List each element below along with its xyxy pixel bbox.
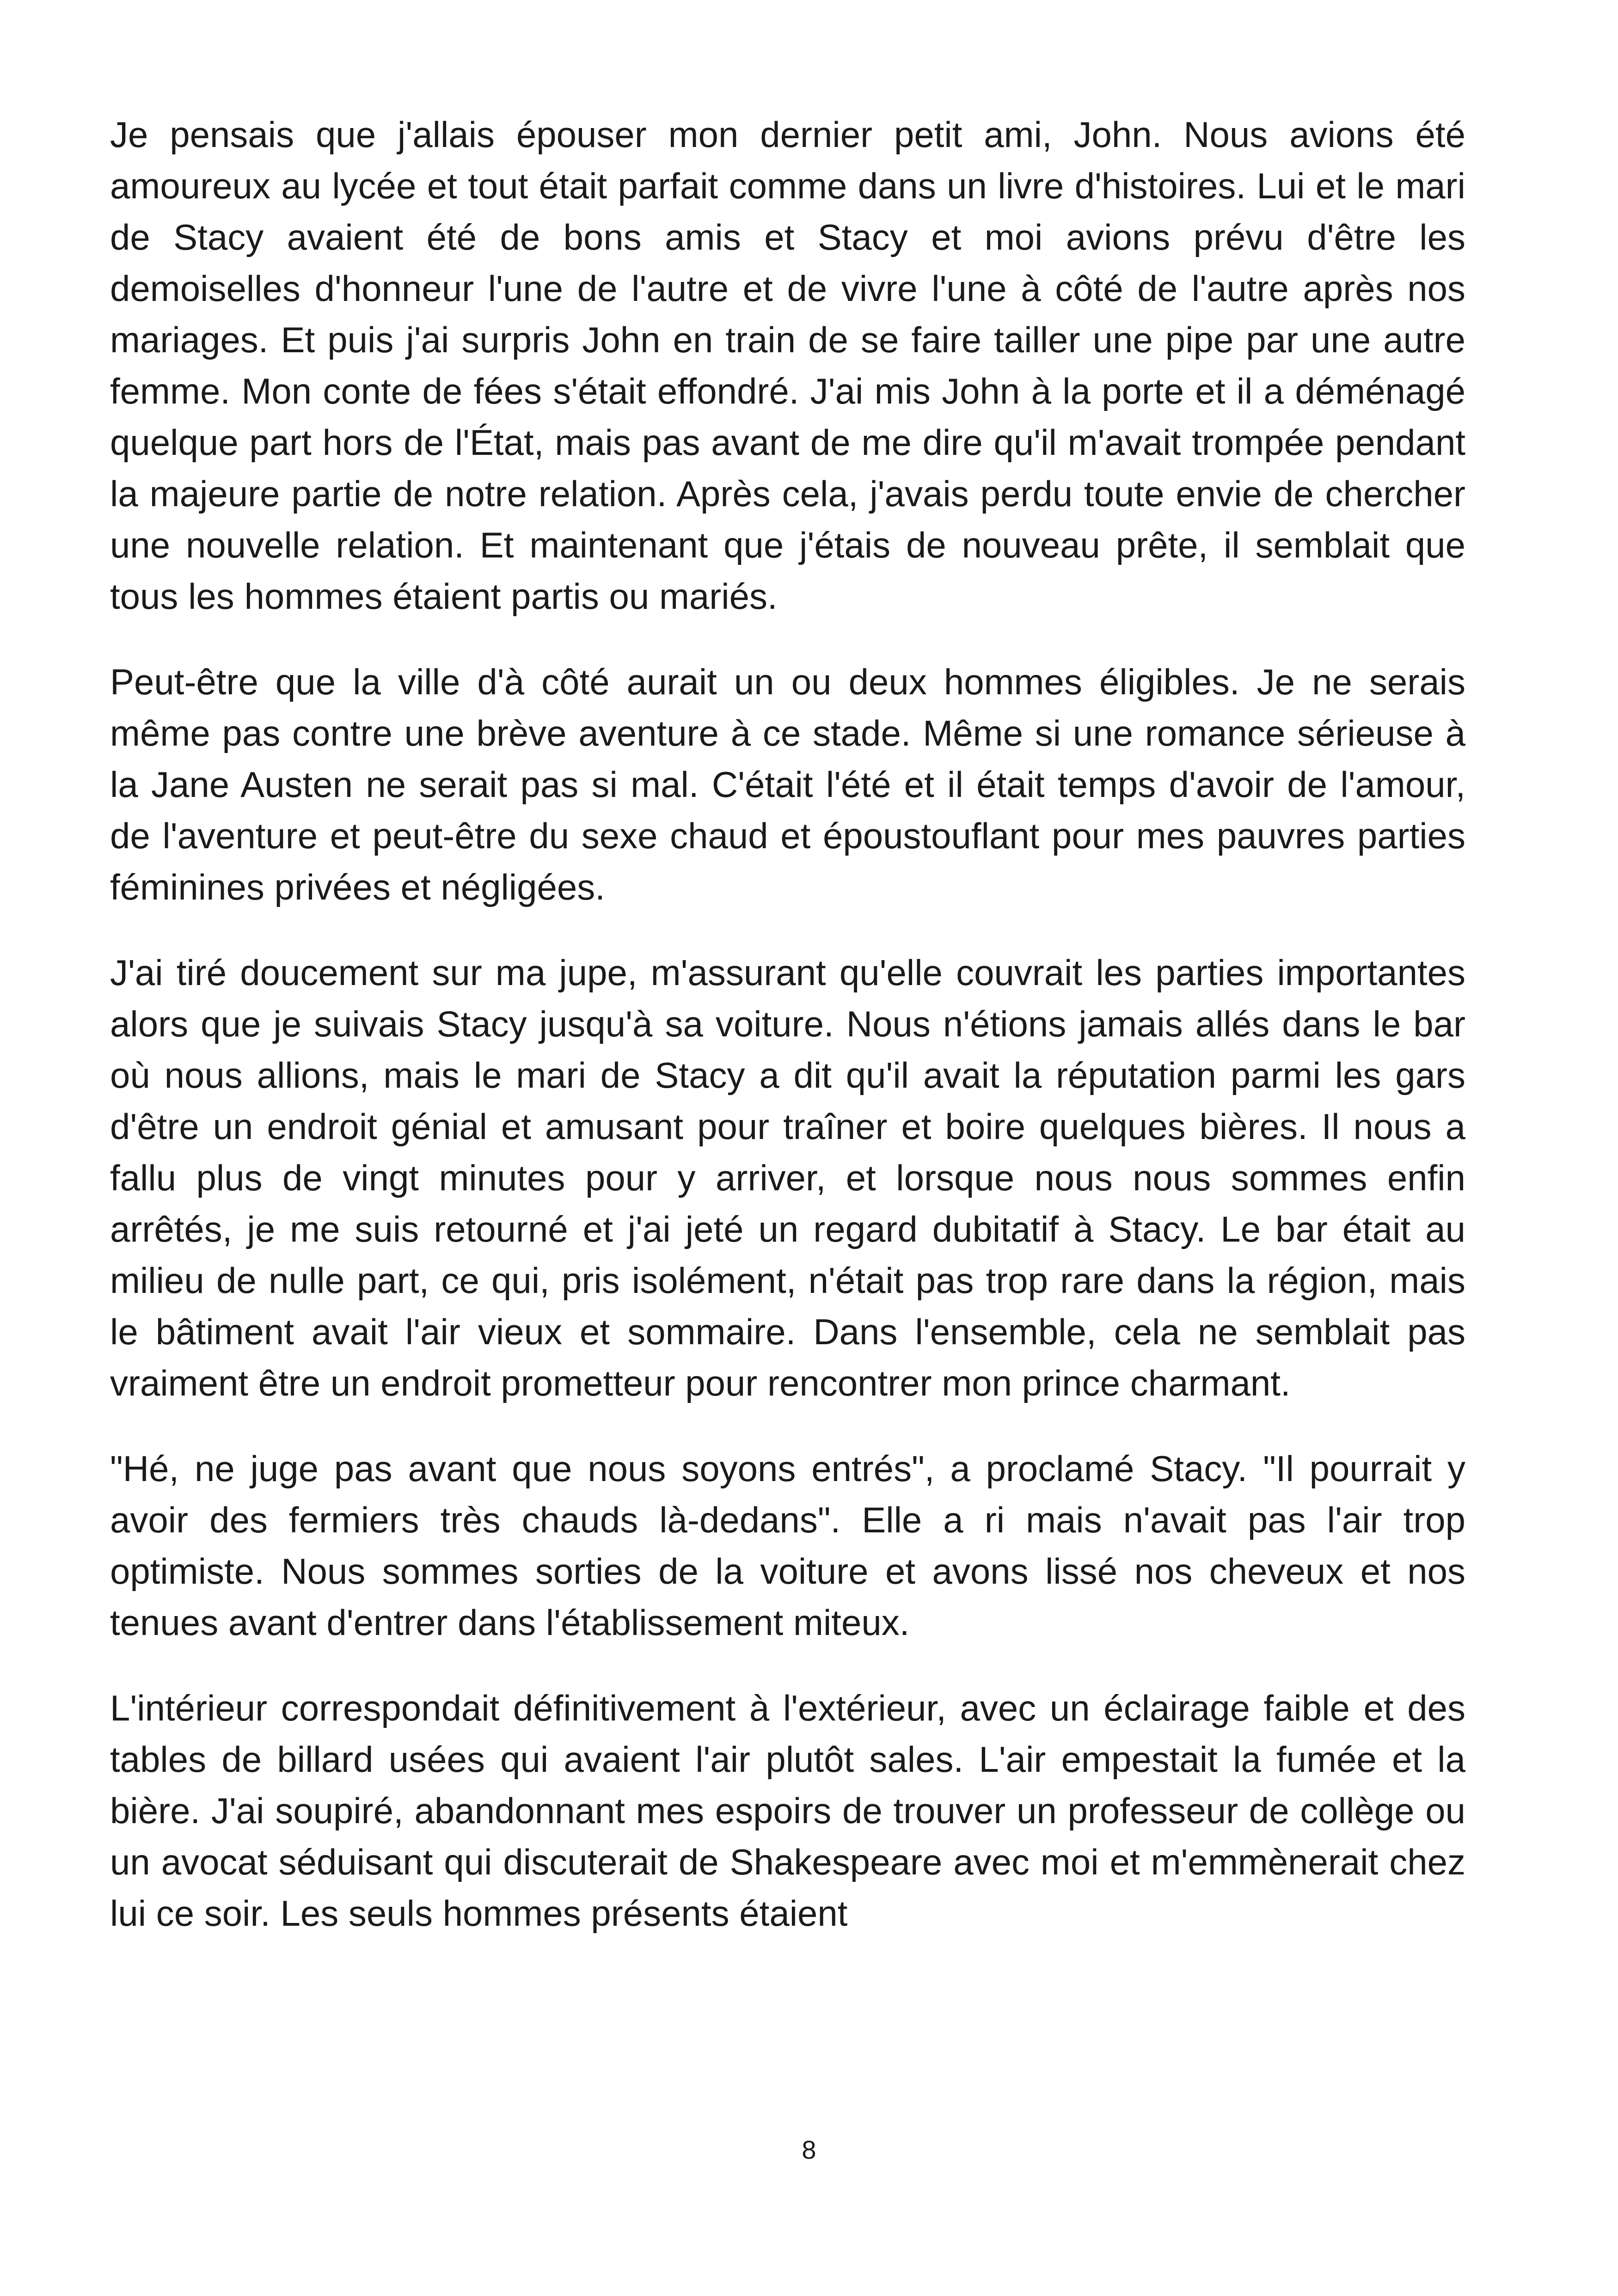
paragraph-2: Peut-être que la ville d'à côté aurait un ou deux hommes éligibles. Je ne serais même pas contre une brève aventure à ce stade. Même si une romance sérieuse à la Jane Austen ne serait pas si mal. C'était l'été et il était temps d'avoir de l'amour, de l'aventure et peut-être du sexe chaud et époustouflant pour mes pauvres parties féminines privées et négligées.	[110, 661, 1465, 907]
page-number: 8	[802, 2135, 816, 2164]
paragraph-4: "Hé, ne juge pas avant que nous soyons entrés", a proclamé Stacy. "Il pourrait y avoir des fermiers très chauds là-dedans". Elle a ri mais n'avait pas l'air trop optimiste. Nous sommes sorties de la voiture et avons lissé nos cheveux et nos tenues avant d'entrer dans l'établissement miteux.	[110, 1448, 1465, 1643]
paragraph-3: J'ai tiré doucement sur ma jupe, m'assurant qu'elle couvrait les parties importantes alors que je suivais Stacy jusqu'à sa voiture. Nous n'étions jamais allés dans le bar où nous allions, mais le mari de Stacy a dit qu'il avait la réputation parmi les gars d'être un endroit génial et amusant pour traîner et boire quelques bières. Il nous a fallu plus de vingt minutes pour y arriver, et lorsque nous nous sommes enfin arrêtés, je me suis retourné et j'ai jeté un regard dubitatif à Stacy. Le bar était au milieu de nulle part, ce qui, pris isolément, n'était pas trop rare dans la région, mais le bâtiment avait l'air vieux et sommaire. Dans l'ensemble, cela ne semblait pas vraiment être un endroit prometteur pour rencontrer mon prince charmant.	[110, 952, 1465, 1403]
body-text	[110, 109, 1465, 1973]
paragraph-1: Je pensais que j'allais épouser mon dernier petit ami, John. Nous avions été amoureux au lycée et tout était parfait comme dans un livre d'histoires. Lui et le mari de Stacy avaient été de bons amis et Stacy et moi avions prévu d'être les demoiselles d'honneur l'une de l'autre et de vivre l'une à côté de l'autre après nos mariages. Et puis j'ai surpris John en train de se faire tailler une pipe par une autre femme. Mon conte de fées s'était effondré. J'ai mis John à la porte et il a déménagé quelque part hors de l'État, mais pas avant de me dire qu'il m'avait trompée pendant la majeure partie de notre relation. Après cela, j'avais perdu toute envie de chercher une nouvelle relation. Et maintenant que j'étais de nouveau prête, il semblait que tous les hommes étaient partis ou mariés.	[110, 114, 1465, 617]
paragraph-5: L'intérieur correspondait définitivement à l'extérieur, avec un éclairage faible et des tables de billard usées qui avaient l'air plutôt sales. L'air empestait la fumée et la bière. J'ai soupiré, abandonnant mes espoirs de trouver un professeur de collège ou un avocat séduisant qui discuterait de Shakespeare avec moi et m'emmènerait chez lui ce soir. Les seuls hommes présents étaient	[110, 1688, 1465, 1934]
